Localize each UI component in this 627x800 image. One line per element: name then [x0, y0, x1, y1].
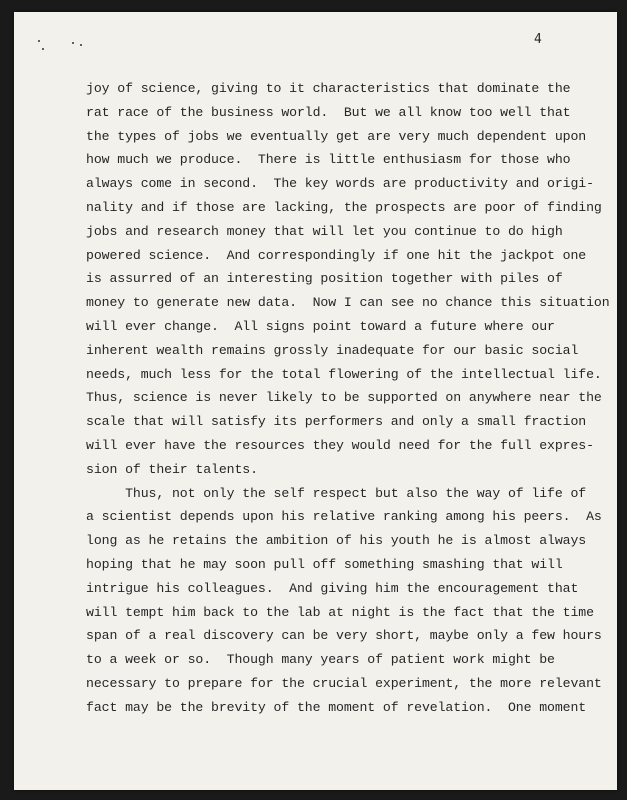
- text-line: long as he retains the ambition of his youth he is almost always: [86, 533, 587, 549]
- body-text: [86, 77, 610, 720]
- text-line: sion of their talents.: [86, 461, 258, 477]
- page-number: 4: [534, 32, 542, 47]
- text-line: rat race of the business world. But we all know too well that: [86, 104, 571, 120]
- text-line: will ever change. All signs point toward a future where our: [86, 318, 555, 334]
- text-line: the types of jobs we eventually get are very much dependent upon: [86, 128, 587, 144]
- text-line: scale that will satisfy its performers and only a small fraction: [86, 414, 587, 430]
- text-line: is assurred of an interesting position together with piles of: [86, 271, 563, 287]
- text-line: Thus, not only the self respect but also the way of life of: [86, 485, 587, 501]
- text-line: needs, much less for the total flowering of the intellectual life.: [86, 366, 602, 382]
- text-line: span of a real discovery can be very short, maybe only a few hours: [86, 628, 602, 644]
- text-line: powered science. And correspondingly if one hit the jackpot one: [86, 247, 587, 263]
- text-line: necessary to prepare for the crucial experiment, the more relevant: [86, 675, 602, 691]
- text-line: money to generate new data. Now I can see no chance this situation: [86, 295, 610, 311]
- text-line: a scientist depends upon his relative ranking among his peers. As: [86, 509, 602, 525]
- ink-speck: [80, 44, 82, 46]
- text-line: joy of science, giving to it characteristics that dominate the: [86, 81, 571, 96]
- ink-speck: [72, 42, 74, 44]
- text-line: will ever have the resources they would need for the full expres-: [86, 437, 594, 453]
- typed-page: [14, 12, 617, 790]
- text-line: will tempt him back to the lab at night is the fact that the time: [86, 604, 594, 620]
- text-line: how much we produce. There is little enthusiasm for those who: [86, 152, 571, 168]
- ink-speck: [38, 40, 40, 42]
- text-line: nality and if those are lacking, the prospects are poor of finding: [86, 199, 602, 215]
- text-line: fact may be the brevity of the moment of revelation. One moment: [86, 699, 587, 715]
- text-line: hoping that he may soon pull off something smashing that will: [86, 556, 563, 572]
- text-line: intrigue his colleagues. And giving him the encouragement that: [86, 580, 579, 596]
- ink-speck: [42, 48, 44, 50]
- text-line: to a week or so. Though many years of patient work might be: [86, 652, 555, 668]
- text-line: inherent wealth remains grossly inadequate for our basic social: [86, 342, 579, 358]
- text-line: jobs and research money that will let you continue to do high: [86, 223, 563, 239]
- text-line: Thus, science is never likely to be supported on anywhere near the: [86, 390, 602, 406]
- text-line: always come in second. The key words are productivity and origi-: [86, 176, 594, 192]
